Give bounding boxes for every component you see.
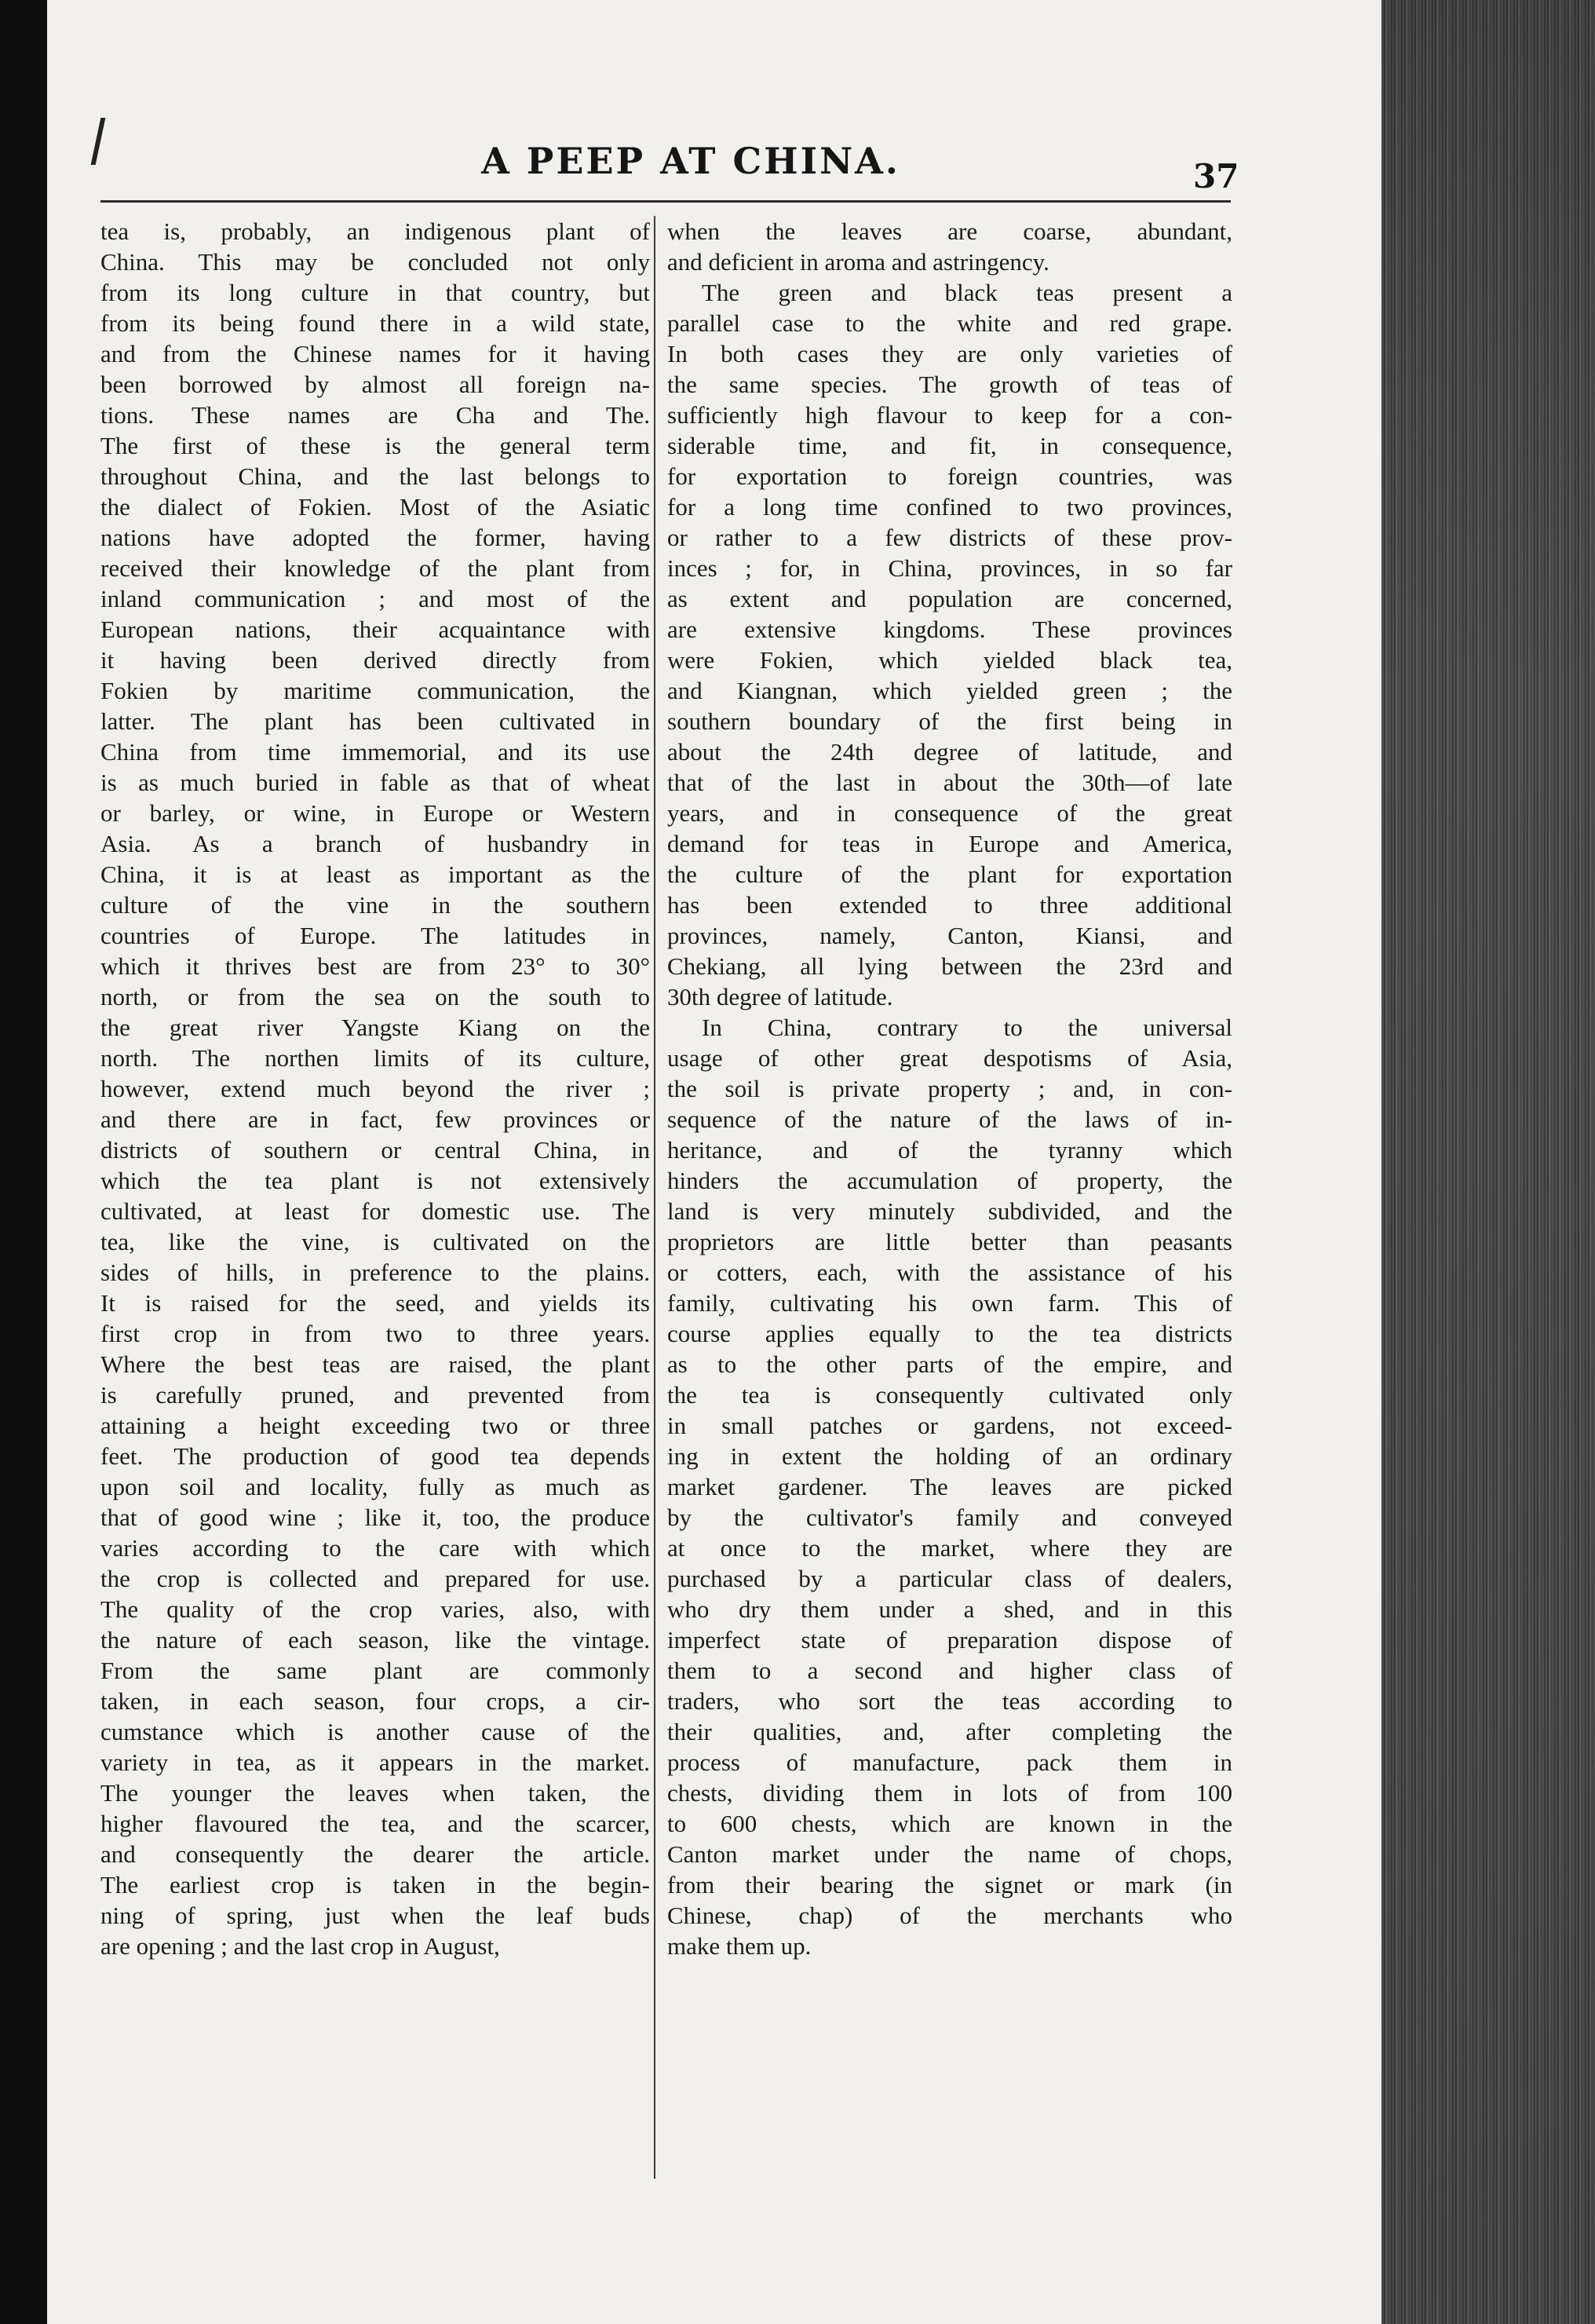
text-line: and Kiangnan, which yielded green ; the [667, 677, 1232, 704]
text-line: the dialect of Fokien. Most of the Asiatic [100, 493, 650, 521]
text-line: sides of hills, in preference to the plains. [100, 1259, 650, 1286]
text-line: Fokien by maritime communication, the [100, 677, 650, 704]
text-line: process of manufacture, pack them in [667, 1748, 1232, 1776]
text-line: the soil is private property ; and, in con- [667, 1075, 1232, 1102]
text-line: received their knowledge of the plant from [100, 554, 650, 582]
text-line: as extent and population are concerned, [667, 585, 1232, 612]
text-line: inland communication ; and most of the [100, 585, 650, 612]
text-line: from their bearing the signet or mark (in [667, 1871, 1232, 1898]
column-divider [654, 216, 655, 2179]
text-line: cumstance which is another cause of the [100, 1718, 650, 1745]
text-line: which the tea plant is not extensively [100, 1167, 650, 1194]
text-line: are opening ; and the last crop in August, [100, 1932, 500, 1960]
text-line: for a long time confined to two provinces, [667, 493, 1232, 521]
running-head-title: A PEEP AT CHINA. [481, 140, 900, 182]
text-line: them to a second and higher class of [667, 1657, 1232, 1684]
text-line: chests, dividing them in lots of from 100 [667, 1779, 1232, 1807]
text-line: Asia. As a branch of husbandry in [100, 830, 650, 857]
text-line: however, extend much beyond the river ; [100, 1075, 650, 1102]
text-line: and from the Chinese names for it having [100, 340, 650, 367]
text-line: or rather to a few districts of these prov- [667, 524, 1232, 551]
text-line: land is very minutely subdivided, and the [667, 1197, 1232, 1225]
text-line: inces ; for, in China, provinces, in so far [667, 554, 1232, 582]
text-line: were Fokien, which yielded black tea, [667, 646, 1232, 674]
text-line: the great river Yangste Kiang on the [100, 1014, 650, 1041]
text-line: that of the last in about the 30th—of late [667, 769, 1232, 796]
text-line: which it thrives best are from 23° to 30° [100, 952, 650, 980]
text-line: usage of other great despotisms of Asia, [667, 1044, 1232, 1072]
text-line: and deficient in aroma and astringency. [667, 248, 1049, 276]
text-line: sufficiently high flavour to keep for a con- [667, 401, 1232, 429]
text-line: It is raised for the seed, and yields its [100, 1289, 650, 1317]
text-line: Where the best teas are raised, the plant [100, 1350, 650, 1378]
text-line: culture of the vine in the southern [100, 891, 650, 919]
text-line: demand for teas in Europe and America, [667, 830, 1232, 857]
text-line: or cotters, each, with the assistance of his [667, 1259, 1232, 1286]
text-line: latter. The plant has been cultivated in [100, 707, 650, 735]
left-text-column [100, 216, 650, 1961]
text-line: The earliest crop is taken in the begin- [100, 1871, 650, 1898]
text-line: tions. These names are Cha and The. [100, 401, 650, 429]
text-line: the crop is collected and prepared for use. [100, 1565, 650, 1592]
text-line: The green and black teas present a [702, 279, 1232, 306]
text-line: provinces, namely, Canton, Kiansi, and [667, 922, 1232, 949]
text-line: from its being found there in a wild state, [100, 309, 650, 337]
text-line: southern boundary of the first being in [667, 707, 1232, 735]
text-line: family, cultivating his own farm. This of [667, 1289, 1232, 1317]
text-line: China. This may be concluded not only [100, 248, 650, 276]
book-page-edges [1381, 0, 1595, 2324]
text-line: their qualities, and, after completing the [667, 1718, 1232, 1745]
text-line: at once to the market, where they are [667, 1534, 1232, 1562]
text-line: tea, like the vine, is cultivated on the [100, 1228, 650, 1255]
text-line: been borrowed by almost all foreign na- [100, 371, 650, 398]
text-line: districts of southern or central China, in [100, 1136, 650, 1164]
text-line: north, or from the sea on the south to [100, 983, 650, 1010]
text-line: parallel case to the white and red grape. [667, 309, 1232, 337]
text-line: The younger the leaves when taken, the [100, 1779, 650, 1807]
text-line: proprietors are little better than peasants [667, 1228, 1232, 1255]
text-line: throughout China, and the last belongs to [100, 462, 650, 490]
text-line: and there are in fact, few provinces or [100, 1105, 650, 1133]
text-line: the nature of each season, like the vintage. [100, 1626, 650, 1653]
text-line: north. The northen limits of its culture, [100, 1044, 650, 1072]
text-line: 30th degree of latitude. [667, 983, 893, 1010]
text-line: years, and in consequence of the great [667, 799, 1232, 827]
text-line: is as much buried in fable as that of wheat [100, 769, 650, 796]
text-line: when the leaves are coarse, abundant, [667, 217, 1232, 245]
text-line: the culture of the plant for exportation [667, 861, 1232, 888]
text-line: heritance, and of the tyranny which [667, 1136, 1232, 1164]
text-line: and consequently the dearer the article. [100, 1840, 650, 1868]
text-line: In China, contrary to the universal [702, 1014, 1232, 1041]
text-line: sequence of the nature of the laws of in- [667, 1105, 1232, 1133]
text-line: upon soil and locality, fully as much as [100, 1473, 650, 1500]
text-line: market gardener. The leaves are picked [667, 1473, 1232, 1500]
text-line: China, it is at least as important as the [100, 861, 650, 888]
text-line: is carefully pruned, and prevented from [100, 1381, 650, 1409]
text-line: ning of spring, just when the leaf buds [100, 1902, 650, 1929]
text-line: Canton market under the name of chops, [667, 1840, 1232, 1868]
text-line: the tea is consequently cultivated only [667, 1381, 1232, 1409]
text-line: in small patches or gardens, not exceed- [667, 1412, 1232, 1439]
text-line: From the same plant are commonly [100, 1657, 650, 1684]
text-line: attaining a height exceeding two or three [100, 1412, 650, 1439]
text-line: The quality of the crop varies, also, with [100, 1595, 650, 1623]
text-line: first crop in from two to three years. [100, 1320, 650, 1347]
right-text-column [667, 216, 1232, 1961]
page-number: 37 [1193, 157, 1239, 195]
text-line: purchased by a particular class of dealers, [667, 1565, 1232, 1592]
text-line: make them up. [667, 1932, 812, 1960]
text-line: by the cultivator's family and conveyed [667, 1504, 1232, 1531]
text-line: Chekiang, all lying between the 23rd and [667, 952, 1232, 980]
text-line: from its long culture in that country, but [100, 279, 650, 306]
text-line: China from time immemorial, and its use [100, 738, 650, 766]
text-line: feet. The production of good tea depends [100, 1442, 650, 1470]
text-line: for exportation to foreign countries, was [667, 462, 1232, 490]
text-line: hinders the accumulation of property, the [667, 1167, 1232, 1194]
text-line: taken, in each season, four crops, a cir- [100, 1687, 650, 1715]
text-line: or barley, or wine, in Europe or Western [100, 799, 650, 827]
text-line: imperfect state of preparation dispose of [667, 1626, 1232, 1653]
text-line: has been extended to three additional [667, 891, 1232, 919]
text-line: siderable time, and fit, in consequence, [667, 432, 1232, 459]
text-line: nations have adopted the former, having [100, 524, 650, 551]
text-line: that of good wine ; like it, too, the produce [100, 1504, 650, 1531]
text-line: higher flavoured the tea, and the scarcer, [100, 1810, 650, 1837]
text-line: European nations, their acquaintance with [100, 616, 650, 643]
text-line: varies according to the care with which [100, 1534, 650, 1562]
text-line: countries of Europe. The latitudes in [100, 922, 650, 949]
text-line: tea is, probably, an indigenous plant of [100, 217, 650, 245]
text-line: variety in tea, as it appears in the market. [100, 1748, 650, 1776]
text-line: as to the other parts of the empire, and [667, 1350, 1232, 1378]
text-line: cultivated, at least for domestic use. The [100, 1197, 650, 1225]
text-line: about the 24th degree of latitude, and [667, 738, 1232, 766]
text-line: to 600 chests, which are known in the [667, 1810, 1232, 1837]
text-line: it having been derived directly from [100, 646, 650, 674]
text-line: In both cases they are only varieties of [667, 340, 1232, 367]
header-rule [100, 200, 1231, 203]
text-line: are extensive kingdoms. These provinces [667, 616, 1232, 643]
text-line: traders, who sort the teas according to [667, 1687, 1232, 1715]
text-line: the same species. The growth of teas of [667, 371, 1232, 398]
text-line: ing in extent the holding of an ordinary [667, 1442, 1232, 1470]
text-line: who dry them under a shed, and in this [667, 1595, 1232, 1623]
text-line: Chinese, chap) of the merchants who [667, 1902, 1232, 1929]
text-line: course applies equally to the tea districts [667, 1320, 1232, 1347]
text-line: The first of these is the general term [100, 432, 650, 459]
